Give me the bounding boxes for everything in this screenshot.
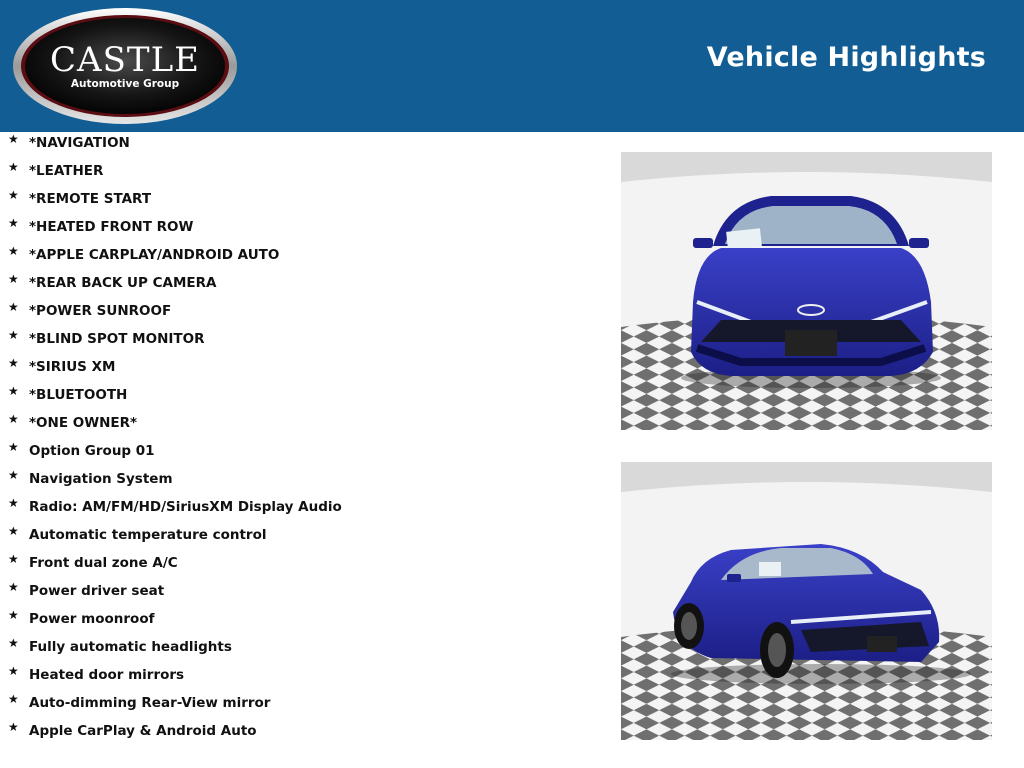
castle-automotive-logo [12, 7, 238, 125]
feature-item [0, 328, 600, 356]
feature-text: Auto-dimming Rear-View mirror [29, 695, 271, 711]
star-bullet-icon: ★ [8, 440, 19, 454]
star-bullet-icon: ★ [8, 524, 19, 538]
feature-item [0, 132, 600, 160]
feature-text: Option Group 01 [29, 443, 155, 459]
feature-item [0, 580, 600, 608]
feature-item [0, 524, 600, 552]
star-bullet-icon: ★ [8, 720, 19, 734]
feature-item [0, 384, 600, 412]
feature-text: *HEATED FRONT ROW [29, 219, 194, 235]
feature-text: *ONE OWNER* [29, 415, 138, 431]
feature-item [0, 664, 600, 692]
feature-list [0, 132, 600, 748]
feature-text: Front dual zone A/C [29, 555, 178, 571]
logo-text-castle: CASTLE [50, 40, 200, 80]
feature-item [0, 468, 600, 496]
star-bullet-icon: ★ [8, 188, 19, 202]
feature-item [0, 440, 600, 468]
feature-item [0, 244, 600, 272]
logo-text-automotive-group: Automotive Group [70, 78, 180, 90]
star-bullet-icon: ★ [8, 608, 19, 622]
feature-item [0, 720, 600, 748]
star-bullet-icon: ★ [8, 468, 19, 482]
feature-item [0, 160, 600, 188]
feature-text: Power driver seat [29, 583, 165, 599]
feature-text: Radio: AM/FM/HD/SiriusXM Display Audio [29, 499, 342, 515]
star-bullet-icon: ★ [8, 300, 19, 314]
feature-text: *LEATHER [29, 163, 104, 179]
feature-text: *POWER SUNROOF [29, 303, 172, 319]
star-bullet-icon: ★ [8, 496, 19, 510]
feature-text: *NAVIGATION [29, 135, 130, 151]
feature-text: Apple CarPlay & Android Auto [29, 723, 257, 739]
feature-text: *BLUETOOTH [29, 387, 128, 403]
feature-item [0, 356, 600, 384]
feature-item [0, 188, 600, 216]
vehicle-photo-front [621, 152, 992, 430]
car-front-illustration [691, 196, 933, 376]
star-bullet-icon: ★ [8, 580, 19, 594]
star-bullet-icon: ★ [8, 412, 19, 426]
feature-item [0, 692, 600, 720]
feature-text: *REAR BACK UP CAMERA [29, 275, 217, 291]
feature-item [0, 272, 600, 300]
feature-text: *REMOTE START [29, 191, 152, 207]
star-bullet-icon: ★ [8, 692, 19, 706]
star-bullet-icon: ★ [8, 216, 19, 230]
star-bullet-icon: ★ [8, 356, 19, 370]
feature-item [0, 216, 600, 244]
feature-item [0, 496, 600, 524]
star-bullet-icon: ★ [8, 636, 19, 650]
feature-text: Power moonroof [29, 611, 155, 627]
star-bullet-icon: ★ [8, 244, 19, 258]
feature-text: *SIRIUS XM [29, 359, 116, 375]
page-title: Vehicle Highlights [706, 42, 986, 73]
feature-item [0, 608, 600, 636]
feature-item [0, 300, 600, 328]
star-bullet-icon: ★ [8, 384, 19, 398]
feature-text: Fully automatic headlights [29, 639, 232, 655]
star-bullet-icon: ★ [8, 160, 19, 174]
feature-item [0, 552, 600, 580]
star-bullet-icon: ★ [8, 664, 19, 678]
star-bullet-icon: ★ [8, 328, 19, 342]
feature-text: Navigation System [29, 471, 173, 487]
header-bar [0, 0, 1024, 132]
vehicle-photo-three-quarter [621, 462, 992, 740]
star-bullet-icon: ★ [8, 552, 19, 566]
feature-text: *BLIND SPOT MONITOR [29, 331, 205, 347]
star-bullet-icon: ★ [8, 132, 19, 146]
feature-text: *APPLE CARPLAY/ANDROID AUTO [29, 247, 280, 263]
feature-text: Heated door mirrors [29, 667, 185, 683]
star-bullet-icon: ★ [8, 272, 19, 286]
feature-item [0, 636, 600, 664]
feature-text: Automatic temperature control [29, 527, 267, 543]
feature-item [0, 412, 600, 440]
